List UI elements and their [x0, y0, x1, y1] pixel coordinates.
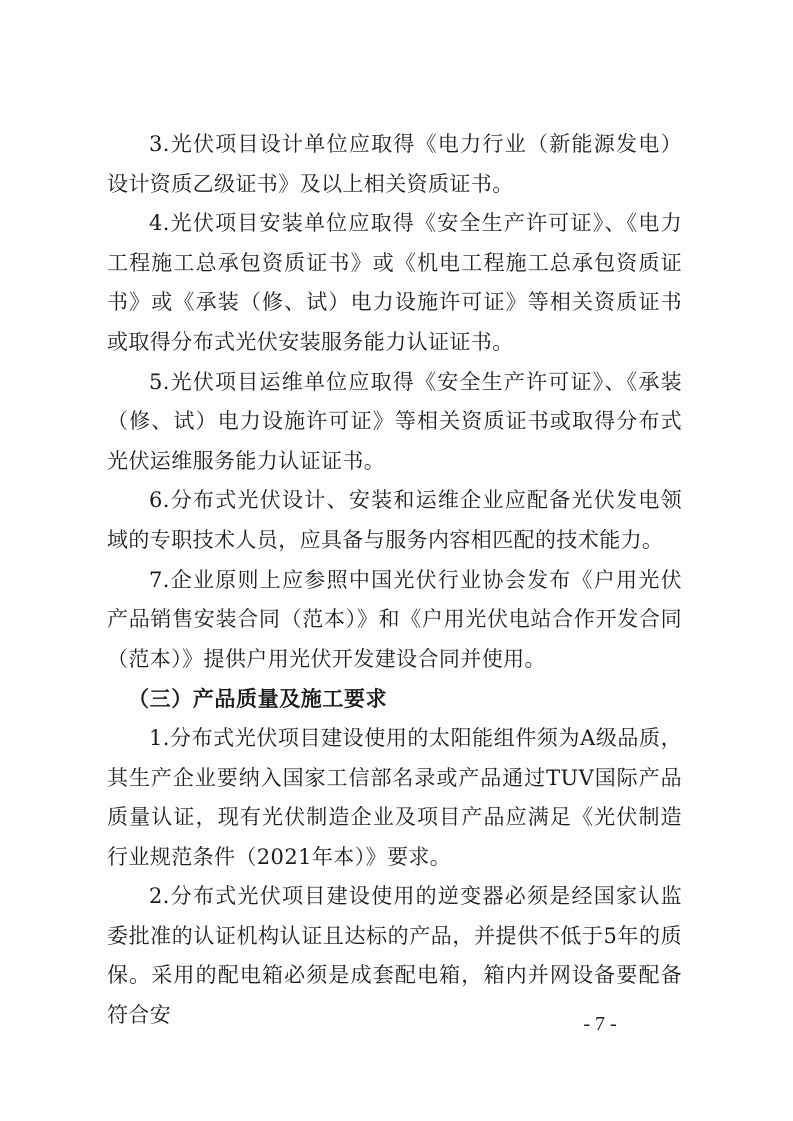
section-paragraph-2: 2.分布式光伏项目建设使用的逆变器必须是经国家认监委批准的认证机构认证且达标的产品，并提供不低于5年的质保。采用的配电箱必须是成套配电箱，箱内并网设备要配备符合安	[107, 884, 682, 1028]
paragraph-item-6: 6.分布式光伏设计、安装和运维企业应配备光伏发电领域的专职技术人员，应具备与服务内容相匹配的技术能力。	[107, 488, 682, 552]
paragraph-item-5: 5.光伏项目运维单位应取得《安全生产许可证》、《承装（修、试）电力设施许可证》等相关资质证书或取得分布式光伏运维服务能力认证证书。	[107, 369, 682, 473]
paragraph-item-4: 4.光伏项目安装单位应取得《安全生产许可证》、《电力工程施工总承包资质证书》或《机电工程施工总承包资质证书》或《承装（修、试）电力设施许可证》等相关资质证书或取得分布式光伏安装服务能力认证证书。	[107, 211, 682, 354]
paragraph-item-7: 7.企业原则上应参照中国光伏行业协会发布《户用光伏产品销售安装合同（范本）》和《户用光伏电站合作开发合同（范本）》提供户用光伏开发建设合同并使用。	[107, 567, 682, 671]
document-body	[107, 125, 682, 1036]
page-number: - 7 -	[583, 1013, 617, 1035]
section-heading: （三）产品质量及施工要求	[128, 686, 388, 712]
paragraph-item-3: 3.光伏项目设计单位应取得《电力行业（新能源发电）设计资质乙级证书》及以上相关资质证书。	[107, 132, 682, 196]
section-paragraph-1: 1.分布式光伏项目建设使用的太阳能组件须为A级品质，其生产企业要纳入国家工信部名录或产品通过TUV国际产品质量认证，现有光伏制造企业及项目产品应满足《光伏制造行业规范条件（2021年本）》要求。	[107, 725, 682, 869]
